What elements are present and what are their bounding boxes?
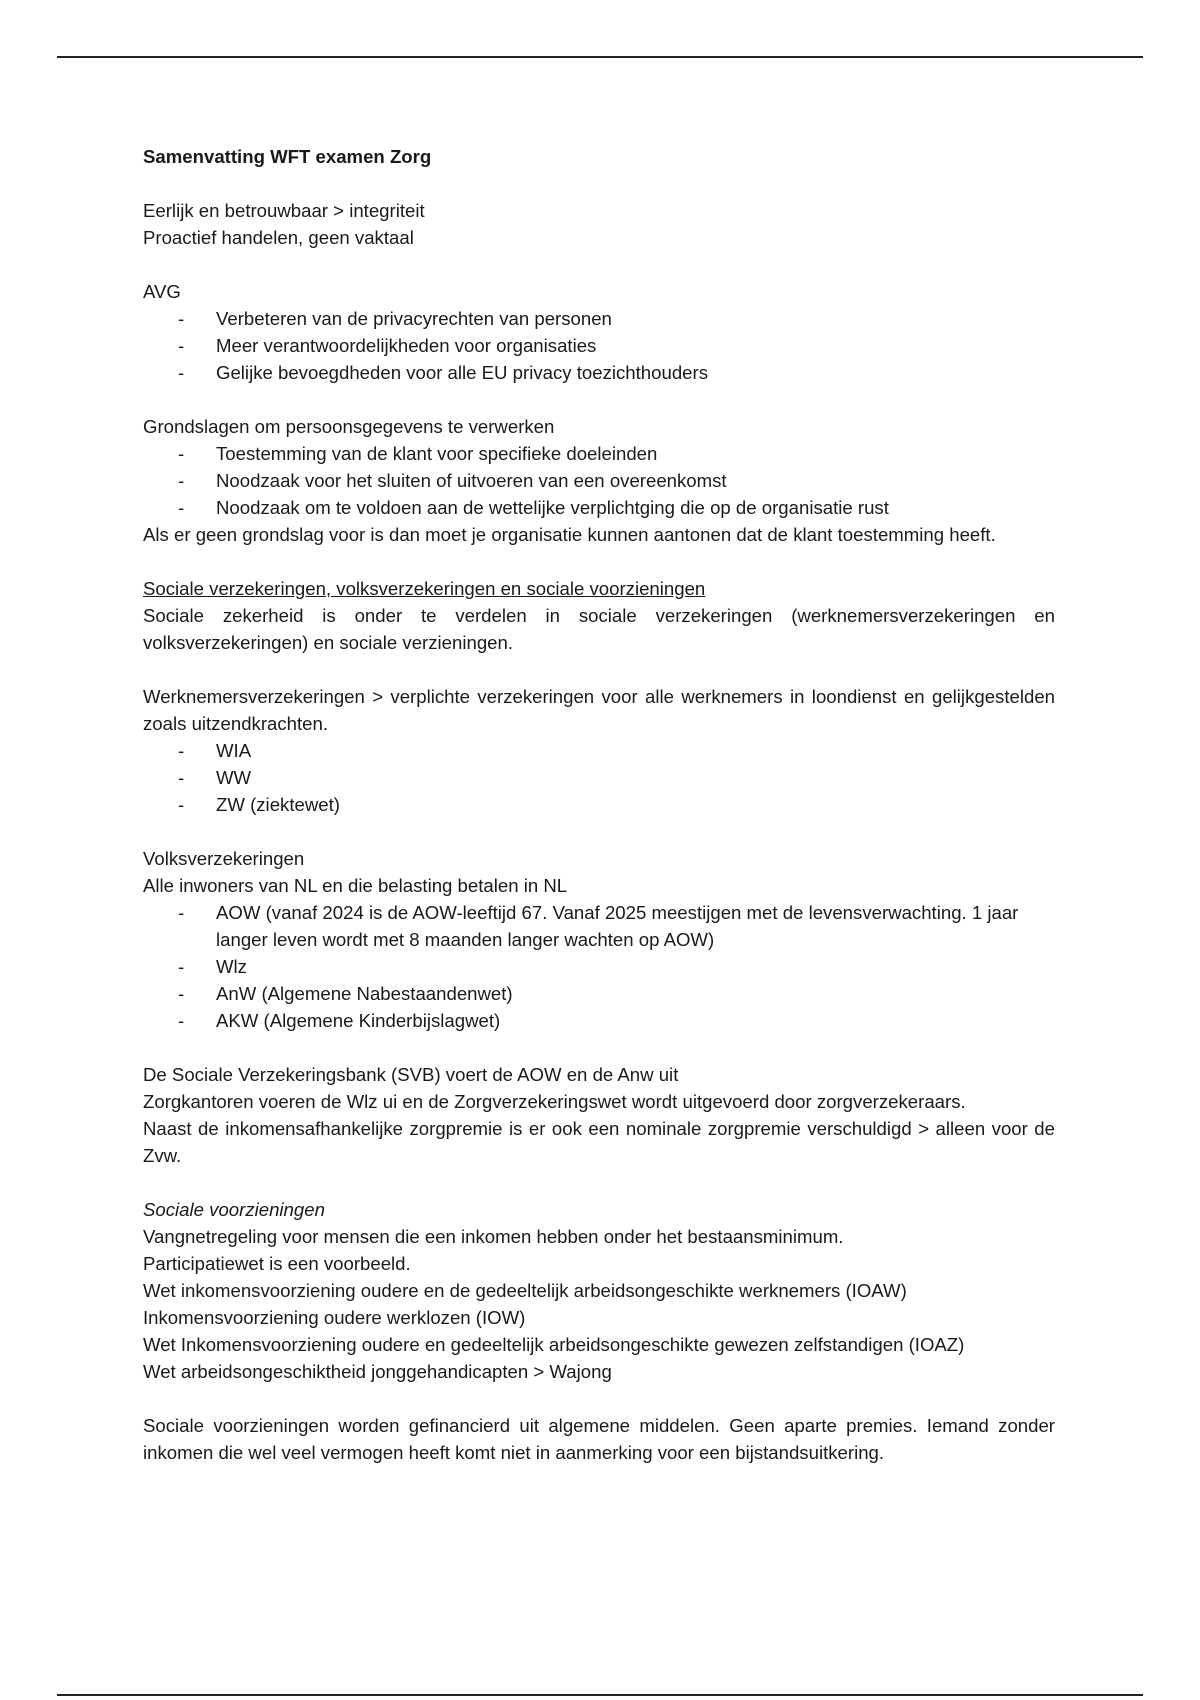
list-item: - Noodzaak om te voldoen aan de wettelijke verplichtging die op de organisatie rust xyxy=(216,494,1055,521)
spacer xyxy=(143,548,1055,575)
document-body xyxy=(143,143,1055,1466)
svb-line-2: Zorgkantoren voeren de Wlz ui en de Zorgverzekeringswet wordt uitgevoerd door zorgverzekeraars. xyxy=(143,1091,966,1112)
grondslagen-note: Als er geen grondslag voor is dan moet je organisatie kunnen aantonen dat de klant toestemming heeft. xyxy=(143,524,996,545)
volks-list xyxy=(143,899,1055,1034)
list-item: - Noodzaak voor het sluiten of uitvoeren van een overeenkomst xyxy=(216,467,1055,494)
list-item: - Wlz xyxy=(216,953,1055,980)
spacer xyxy=(143,1034,1055,1061)
avg-heading: AVG xyxy=(143,281,181,302)
volks-sub: Alle inwoners van NL en die belasting betalen in NL xyxy=(143,875,568,896)
list-item: - AKW (Algemene Kinderbijslagwet) xyxy=(216,1007,1055,1034)
voorzieningen-line: Wet Inkomensvoorziening oudere en gedeeltelijk arbeidsongeschikte gewezen zelfstandigen (IOAZ) xyxy=(143,1334,965,1355)
list-item: - WIA xyxy=(216,737,1055,764)
sociaal-heading: Sociale verzekeringen, volksverzekeringen en sociale voorzieningen xyxy=(143,578,706,599)
spacer xyxy=(143,1385,1055,1412)
voorzieningen-closing: Sociale voorzieningen worden gefinancierd uit algemene middelen. Geen aparte premies. Iemand zonder inkomen die wel veel vermogen heeft komt niet in aanmerking voor een bijstandsuitkering. xyxy=(143,1415,1055,1463)
voorzieningen-line: Inkomensvoorziening oudere werklozen (IOW) xyxy=(143,1307,526,1328)
document-title: Samenvatting WFT examen Zorg xyxy=(143,146,432,167)
sociaal-text: Sociale zekerheid is onder te verdelen in sociale verzekeringen (werknemersverzekeringen en volksverzekeringen) en sociale verzieningen. xyxy=(143,605,1055,653)
intro-line-1: Eerlijk en betrouwbaar > integriteit xyxy=(143,200,425,221)
grondslagen-list xyxy=(143,440,1055,521)
grondslagen-heading: Grondslagen om persoonsgegevens te verwerken xyxy=(143,416,555,437)
list-item: - Gelijke bevoegdheden voor alle EU privacy toezichthouders xyxy=(216,359,1055,386)
header-rule xyxy=(57,56,1143,58)
list-item: - WW xyxy=(216,764,1055,791)
avg-list xyxy=(143,305,1055,386)
intro-line-2: Proactief handelen, geen vaktaal xyxy=(143,227,414,248)
spacer xyxy=(143,386,1055,413)
volks-heading: Volksverzekeringen xyxy=(143,848,305,869)
spacer xyxy=(143,818,1055,845)
voorzieningen-line: Participatiewet is een voorbeeld. xyxy=(143,1253,411,1274)
svb-line-3: Naast de inkomensafhankelijke zorgpremie is er ook een nominale zorgpremie verschuldigd > alleen voor de Zvw. xyxy=(143,1118,1055,1166)
list-item: - Verbeteren van de privacyrechten van personen xyxy=(216,305,1055,332)
list-item: - Toestemming van de klant voor specifieke doeleinden xyxy=(216,440,1055,467)
footer-rule xyxy=(57,1694,1143,1696)
spacer xyxy=(143,170,1055,197)
list-item: - Meer verantwoordelijkheden voor organisaties xyxy=(216,332,1055,359)
spacer xyxy=(143,1169,1055,1196)
voorzieningen-heading: Sociale voorzieningen xyxy=(143,1199,325,1220)
voorzieningen-line: Wet inkomensvoorziening oudere en de gedeeltelijk arbeidsongeschikte werknemers (IOAW) xyxy=(143,1280,907,1301)
spacer xyxy=(143,656,1055,683)
list-item: - AOW (vanaf 2024 is de AOW-leeftijd 67. Vanaf 2025 meestijgen met de levensverwachting. 1 jaar langer leven wordt met 8 maanden langer wachten op AOW) xyxy=(216,899,1055,953)
list-item: - ZW (ziektewet) xyxy=(216,791,1055,818)
svb-line-1: De Sociale Verzekeringsbank (SVB) voert de AOW en de Anw uit xyxy=(143,1064,679,1085)
voorzieningen-line: Vangnetregeling voor mensen die een inkomen hebben onder het bestaansminimum. xyxy=(143,1226,844,1247)
spacer xyxy=(143,251,1055,278)
werknemers-text: Werknemersverzekeringen > verplichte verzekeringen voor alle werknemers in loondienst en gelijkgestelden zoals uitzendkrachten. xyxy=(143,686,1055,734)
list-item: - AnW (Algemene Nabestaandenwet) xyxy=(216,980,1055,1007)
werknemers-list xyxy=(143,737,1055,818)
voorzieningen-line: Wet arbeidsongeschiktheid jonggehandicapten > Wajong xyxy=(143,1361,612,1382)
